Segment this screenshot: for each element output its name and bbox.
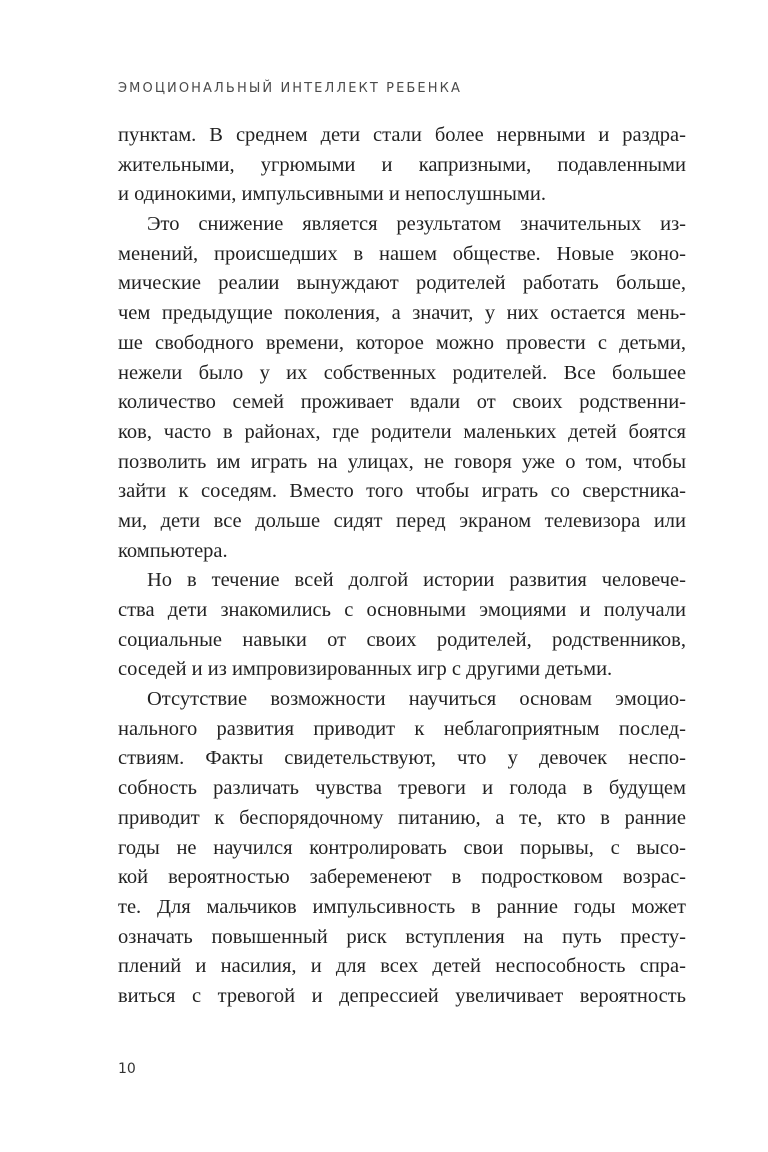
text-line: означать повышенный риск вступления на путь престу- bbox=[118, 925, 686, 948]
running-head: ЭМОЦИОНАЛЬНЫЙ ИНТЕЛЛЕКТ РЕБЕНКА bbox=[118, 81, 462, 96]
text-line: плений и насилия, и для всех детей неспособность спра- bbox=[118, 955, 686, 978]
text-line: Это снижение является результатом значительных из- bbox=[147, 213, 686, 236]
text-line: пунктам. В среднем дети стали более нервными и раздра- bbox=[118, 124, 686, 146]
text-line: количество семей проживает вдали от своих родственни- bbox=[118, 391, 686, 414]
paragraph bbox=[118, 566, 686, 685]
text-line: нального развития приводит к неблагоприятным послед- bbox=[118, 717, 686, 740]
text-line: соседей и из импровизированных игр с другими детьми. bbox=[118, 658, 613, 681]
text-line: Отсутствие возможности научиться основам эмоцио- bbox=[147, 688, 686, 711]
text-line: ства дети знакомились с основными эмоциями и получали bbox=[118, 599, 686, 621]
text-line: зайти к соседям. Вместо того чтобы играть со сверстника- bbox=[118, 480, 686, 503]
text-line: ше свободного времени, которое можно провести с детьми, bbox=[118, 331, 686, 354]
page-number: 10 bbox=[118, 1061, 136, 1077]
paragraph bbox=[118, 121, 686, 210]
text-line: жительными, угрюмыми и капризными, подавленными bbox=[118, 153, 686, 176]
text-line: и одинокими, импульсивными и непослушными. bbox=[118, 183, 546, 206]
text-line: чем предыдущие поколения, а значит, у них остается мень- bbox=[118, 302, 686, 325]
text-line: мические реалии вынуждают родителей работать больше, bbox=[118, 272, 686, 295]
text-line: менений, происшедших в нашем обществе. Новые эконо- bbox=[118, 242, 686, 265]
text-line: кой вероятностью забеременеют в подростковом возрас- bbox=[118, 866, 686, 889]
paragraph bbox=[118, 685, 686, 1012]
text-line: собность различать чувства тревоги и голода в будущем bbox=[118, 777, 686, 800]
text-line: годы не научился контролировать свои порывы, с высо- bbox=[118, 836, 686, 859]
text-line: позволить им играть на улицах, не говоря уже о том, чтобы bbox=[118, 450, 686, 473]
text-line: ков, часто в районах, где родители маленьких детей боятся bbox=[118, 420, 686, 443]
text-line: компьютера. bbox=[118, 539, 228, 562]
text-line: нежели было у их собственных родителей. Все большее bbox=[118, 361, 686, 384]
text-line: виться с тревогой и депрессией увеличивает вероятность bbox=[118, 984, 686, 1007]
text-line: социальные навыки от своих родителей, родственников, bbox=[118, 628, 686, 651]
text-line: ствиям. Факты свидетельствуют, что у девочек неспо- bbox=[118, 747, 686, 770]
text-line: те. Для мальчиков импульсивность в ранние годы может bbox=[118, 895, 686, 918]
body-text bbox=[118, 121, 686, 1012]
text-line: Но в течение всей долгой истории развития человече- bbox=[147, 569, 686, 592]
text-line: приводит к беспорядочному питанию, а те, кто в ранние bbox=[118, 806, 686, 829]
paragraph bbox=[118, 210, 686, 566]
text-line: ми, дети все дольше сидят перед экраном телевизора или bbox=[118, 509, 686, 532]
